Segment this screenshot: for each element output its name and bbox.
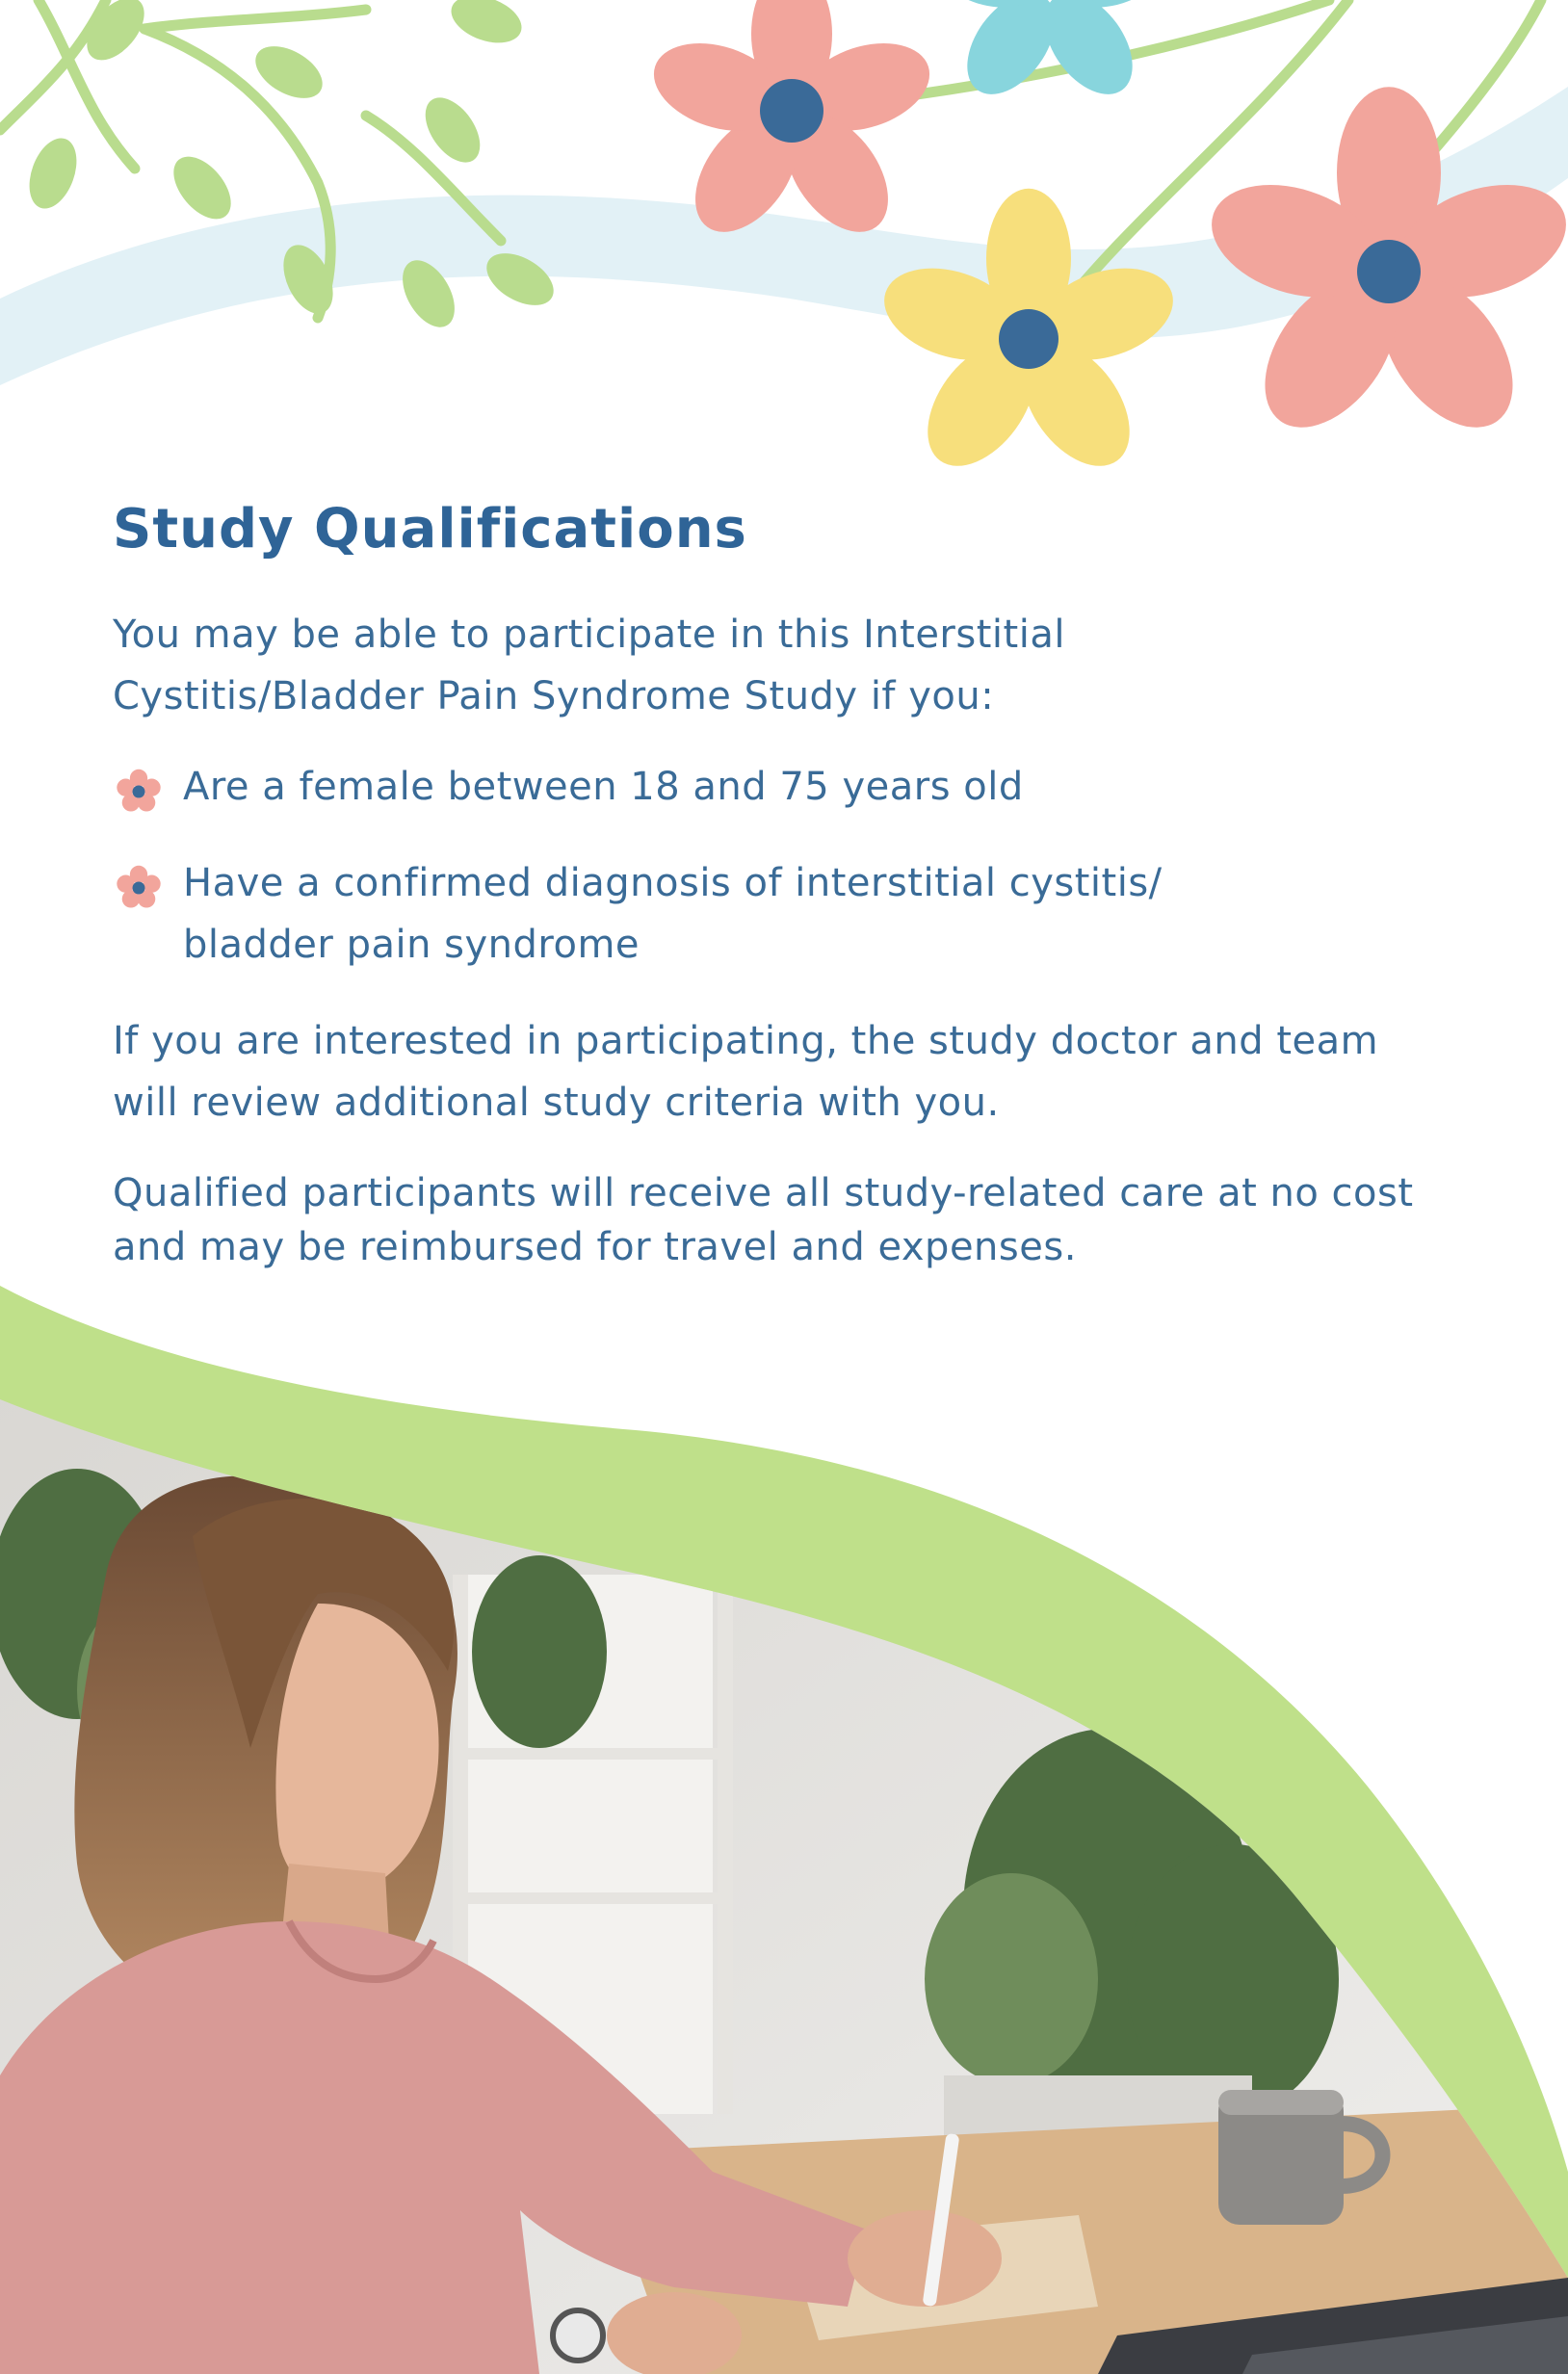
list-item: [113, 852, 1461, 976]
interest-paragraph: If you are interested in participating, the study doctor and team will review additional study criteria with you.: [113, 1019, 1379, 1125]
qualified-paragraph: Qualified participants will receive all study-related care at no cost and may be reimbursed for travel and expenses.: [113, 1171, 1414, 1269]
flower-icon: [113, 862, 165, 914]
main-content: [113, 486, 1461, 1274]
qualification-text-continued: bladder pain syndrome: [183, 923, 640, 967]
woman-writing-photo: [0, 1286, 1568, 2374]
list-item: [113, 756, 1461, 818]
qualification-text: Are a female between 18 and 75 years old: [183, 765, 1024, 809]
intro-paragraph: You may be able to participate in this Interstitial Cystitis/Bladder Pain Syndrome Study if you:: [113, 613, 1065, 718]
qualification-text: Have a confirmed diagnosis of interstitial cystitis/: [183, 861, 1163, 905]
flower-icon: [113, 766, 165, 818]
qualification-list: [113, 756, 1461, 976]
page-title: Study Qualifications: [113, 498, 747, 561]
floral-header-illustration: [0, 0, 1568, 501]
